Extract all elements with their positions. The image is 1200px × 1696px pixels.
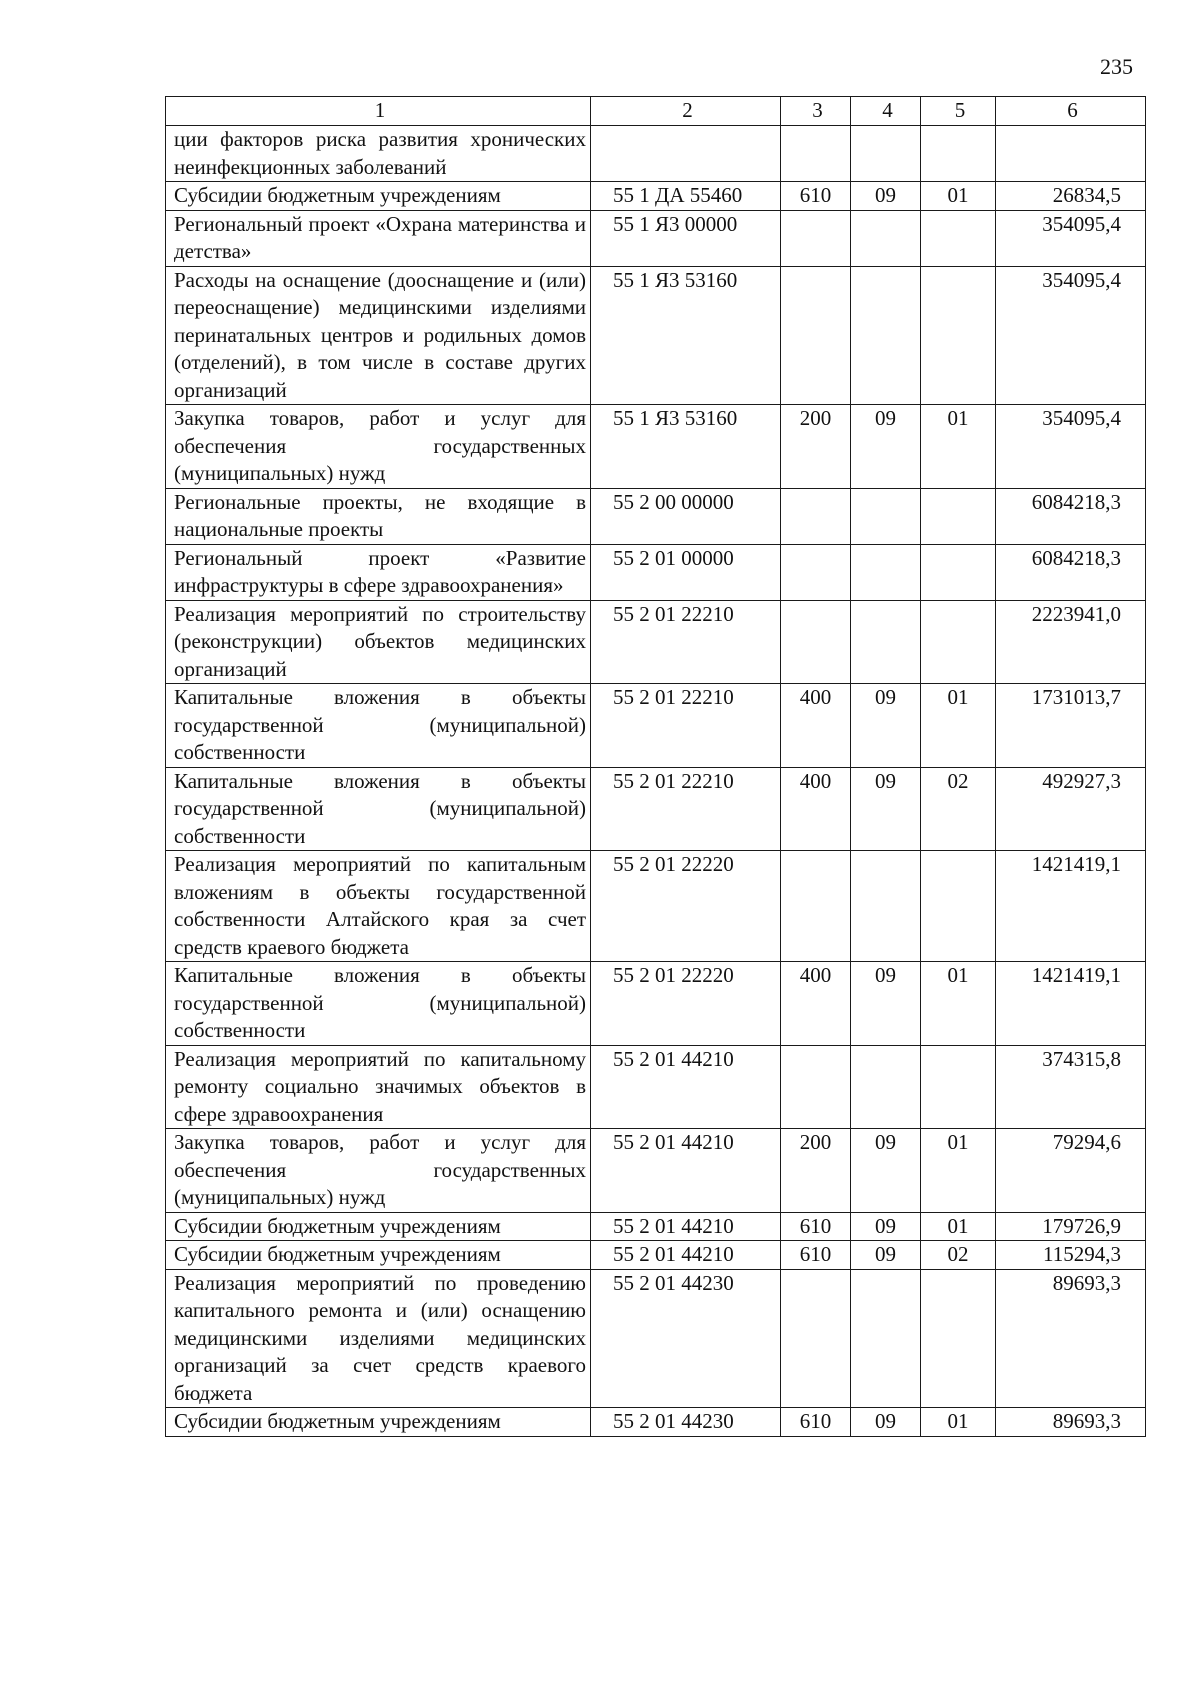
section-cell [851,126,921,182]
amount-cell: 354095,4 [996,405,1146,489]
expense-type-cell [781,1269,851,1408]
expense-type-cell: 610 [781,1408,851,1437]
row-name-cell: Субсидии бюджетным учреждениям [166,1241,591,1270]
amount-cell: 354095,4 [996,266,1146,405]
subsection-cell: 01 [921,684,996,768]
row-name-cell: Закупка товаров, работ и услуг для обеспечения государственных (муниципальных) нужд [166,1129,591,1213]
subsection-cell [921,1269,996,1408]
amount-cell: 89693,3 [996,1269,1146,1408]
section-cell: 09 [851,1212,921,1241]
amount-cell: 492927,3 [996,767,1146,851]
row-name-cell: Капитальные вложения в объекты государственной (муниципальной) собственности [166,767,591,851]
column-header: 1 [166,97,591,126]
row-name-cell: Расходы на оснащение (дооснащение и (или) переоснащение) медицинскими изделиями перинатальных центров и родильных домов (отделений), в том числе в составе других организаций [166,266,591,405]
row-name-cell: Региональные проекты, не входящие в национальные проекты [166,488,591,544]
row-name-cell: ции факторов риска развития хронических неинфекционных заболеваний [166,126,591,182]
amount-cell: 26834,5 [996,182,1146,211]
row-name-cell: Реализация мероприятий по строительству (реконструкции) объектов медицинских организаций [166,600,591,684]
column-header: 6 [996,97,1146,126]
table-row [166,182,1146,211]
amount-cell: 6084218,3 [996,488,1146,544]
subsection-cell: 01 [921,1212,996,1241]
table-row [166,210,1146,266]
target-code-cell: 55 1 ДА 55460 [591,182,781,211]
row-name-cell: Капитальные вложения в объекты государственной (муниципальной) собственности [166,962,591,1046]
table-row [166,405,1146,489]
expense-type-cell: 200 [781,405,851,489]
row-name-cell: Закупка товаров, работ и услуг для обеспечения государственных (муниципальных) нужд [166,405,591,489]
subsection-cell: 01 [921,1408,996,1437]
target-code-cell: 55 1 Я3 00000 [591,210,781,266]
expense-type-cell: 400 [781,684,851,768]
expense-type-cell: 610 [781,1241,851,1270]
expense-type-cell: 610 [781,182,851,211]
subsection-cell [921,600,996,684]
row-name-cell: Субсидии бюджетным учреждениям [166,1408,591,1437]
expense-type-cell [781,851,851,962]
subsection-cell: 01 [921,1129,996,1213]
subsection-cell: 01 [921,962,996,1046]
expense-type-cell: 610 [781,1212,851,1241]
target-code-cell: 55 2 01 22220 [591,851,781,962]
section-cell [851,1269,921,1408]
table-row [166,767,1146,851]
target-code-cell: 55 2 00 00000 [591,488,781,544]
row-name-cell: Реализация мероприятий по капитальным вложениям в объекты государственной собственности Алтайского края за счет средств краевого бюджета [166,851,591,962]
subsection-cell: 02 [921,767,996,851]
amount-cell: 2223941,0 [996,600,1146,684]
section-cell: 09 [851,1241,921,1270]
section-cell: 09 [851,182,921,211]
table-row [166,544,1146,600]
budget-table [165,96,1146,1437]
target-code-cell: 55 2 01 22210 [591,684,781,768]
expense-type-cell: 400 [781,962,851,1046]
row-name-cell: Капитальные вложения в объекты государственной (муниципальной) собственности [166,684,591,768]
expense-type-cell [781,488,851,544]
target-code-cell: 55 2 01 44210 [591,1241,781,1270]
target-code-cell: 55 2 01 22210 [591,600,781,684]
page-number: 235 [1100,54,1133,79]
table-row [166,1129,1146,1213]
section-cell [851,488,921,544]
expense-type-cell [781,1045,851,1129]
subsection-cell: 02 [921,1241,996,1270]
expense-type-cell: 200 [781,1129,851,1213]
row-name-cell: Реализация мероприятий по проведению капитального ремонта и (или) оснащению медицинскими изделиями медицинских организаций за счет средств краевого бюджета [166,1269,591,1408]
section-cell [851,851,921,962]
subsection-cell [921,544,996,600]
section-cell: 09 [851,767,921,851]
column-header: 5 [921,97,996,126]
section-cell: 09 [851,684,921,768]
table-row [166,1241,1146,1270]
target-code-cell [591,126,781,182]
row-name-cell: Субсидии бюджетным учреждениям [166,1212,591,1241]
target-code-cell: 55 2 01 44230 [591,1408,781,1437]
section-cell [851,544,921,600]
table-header-row [166,97,1146,126]
row-name-cell: Региональный проект «Развитие инфраструктуры в сфере здравоохранения» [166,544,591,600]
section-cell [851,266,921,405]
target-code-cell: 55 2 01 44210 [591,1212,781,1241]
amount-cell: 79294,6 [996,1129,1146,1213]
table-row [166,684,1146,768]
section-cell [851,1045,921,1129]
target-code-cell: 55 2 01 44210 [591,1129,781,1213]
table-row [166,600,1146,684]
subsection-cell [921,266,996,405]
section-cell [851,210,921,266]
subsection-cell: 01 [921,182,996,211]
expense-type-cell [781,126,851,182]
expense-type-cell [781,600,851,684]
table-row [166,1045,1146,1129]
expense-type-cell [781,544,851,600]
section-cell: 09 [851,405,921,489]
amount-cell: 1421419,1 [996,962,1146,1046]
target-code-cell: 55 1 Я3 53160 [591,266,781,405]
table-row [166,266,1146,405]
target-code-cell: 55 2 01 22220 [591,962,781,1046]
subsection-cell [921,126,996,182]
amount-cell: 115294,3 [996,1241,1146,1270]
table-row [166,962,1146,1046]
row-name-cell: Субсидии бюджетным учреждениям [166,182,591,211]
expense-type-cell [781,210,851,266]
table-row [166,1408,1146,1437]
row-name-cell: Реализация мероприятий по капитальному ремонту социально значимых объектов в сфере здравоохранения [166,1045,591,1129]
table-row [166,1269,1146,1408]
expense-type-cell [781,266,851,405]
target-code-cell: 55 2 01 44230 [591,1269,781,1408]
amount-cell: 89693,3 [996,1408,1146,1437]
amount-cell: 1421419,1 [996,851,1146,962]
target-code-cell: 55 2 01 44210 [591,1045,781,1129]
target-code-cell: 55 2 01 22210 [591,767,781,851]
subsection-cell [921,210,996,266]
amount-cell [996,126,1146,182]
column-header: 4 [851,97,921,126]
amount-cell: 374315,8 [996,1045,1146,1129]
subsection-cell [921,488,996,544]
subsection-cell: 01 [921,405,996,489]
section-cell [851,600,921,684]
table-row [166,488,1146,544]
amount-cell: 6084218,3 [996,544,1146,600]
column-header: 3 [781,97,851,126]
subsection-cell [921,851,996,962]
amount-cell: 179726,9 [996,1212,1146,1241]
target-code-cell: 55 2 01 00000 [591,544,781,600]
amount-cell: 1731013,7 [996,684,1146,768]
table-row [166,126,1146,182]
subsection-cell [921,1045,996,1129]
amount-cell: 354095,4 [996,210,1146,266]
table-row [166,1212,1146,1241]
section-cell: 09 [851,1408,921,1437]
target-code-cell: 55 1 Я3 53160 [591,405,781,489]
column-header: 2 [591,97,781,126]
section-cell: 09 [851,1129,921,1213]
expense-type-cell: 400 [781,767,851,851]
section-cell: 09 [851,962,921,1046]
table-row [166,851,1146,962]
row-name-cell: Региональный проект «Охрана материнства и детства» [166,210,591,266]
